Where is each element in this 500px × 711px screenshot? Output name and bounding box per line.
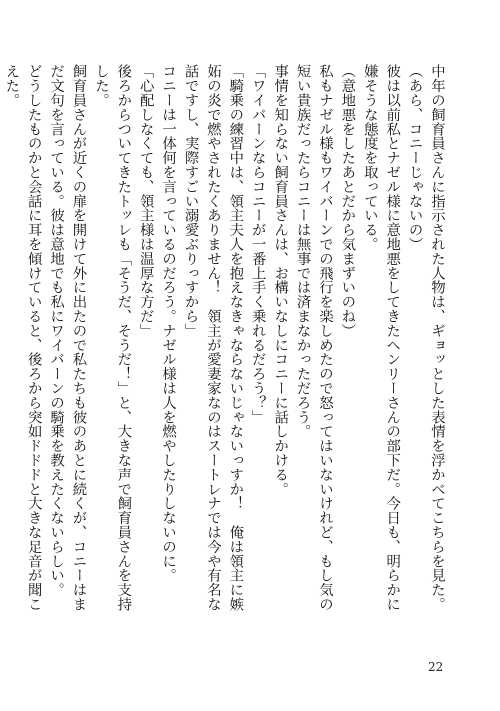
text-line: 「心配しなくても、領主様は温厚な方だ」 [137,64,154,338]
text-line: 事情を知らない飼育員さんは、お構いなしにコニーに話しかける。 [272,64,289,496]
text-line: 飼育員さんが近くの扉を開けて外に出たので私たちも彼のあとに続くが、コニーはまだ文句を言っている。彼は意地でも私にワイバーンの騎乗を教えたくないらしい。 [48,64,87,612]
text-line: 私もナゼル様もワイバーンでの飛行を楽しめたので怒ってはいないけれど、もし気の短い貴族だったらコニーは無事では済まなかっただろう。 [294,64,333,612]
text-line: 「ワイバーンならコニーが一番上手く乗れるだろう？」 [249,64,266,424]
text-line: コニーは一体何を言っているのだろう。ナゼル様は人を燃やしたりしないのに。 [160,64,177,583]
text-line: 後ろからついてきたトッレも「そうだ、そうだ！」と、大きな声で飼育員さんを支持した。 [92,64,132,612]
text-line: 「騎乗の練習中は、領主夫人を抱えなきゃならないじゃないっすか！ 俺は領主に嫉妬の炎で燃やされたくありません！ 領主が愛妻家なのはスートレナでは今や有名な話ですし、実際すごい溺愛ぶりっすから」 [182,64,244,612]
vertical-text-body [0,64,448,624]
text-line: 中年の飼育員さんに指示された人物は、ギョッとした表情を浮かべてこちらを見た。 [429,64,445,612]
page-number: 22 [428,660,444,674]
text-line: 彼は以前私とナゼル様に意地悪をしてきたヘンリーさんの部下だ。今日も、明らかに嫌そうな態度を取っている。 [361,64,401,612]
text-line: （あら、コニーじゃないの） [406,64,423,252]
text-line: （意地悪をしたあとだから気まずいのね） [339,64,356,338]
text-line: どうしたものかと会話に耳を傾けていると、後ろから突如ドドドと大きな足音が聞こえた。 [3,64,42,612]
